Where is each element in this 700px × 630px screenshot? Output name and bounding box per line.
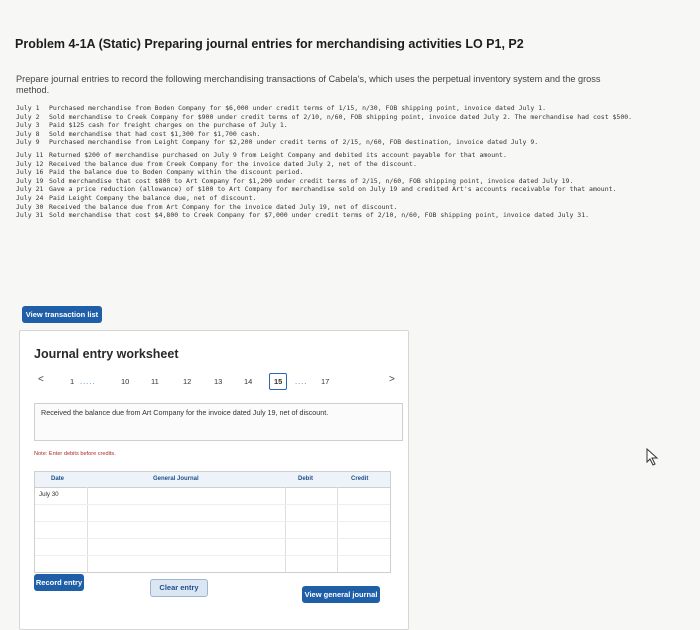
page-link[interactable]: 17 [321, 377, 330, 386]
transaction-text: Paid $125 cash for freight charges on the purchase of July 1. [49, 121, 288, 130]
transaction-list [16, 104, 656, 220]
col-debit-header: Debit [298, 476, 313, 482]
transaction-text: Sold merchandise that had cost $1,300 for $1,700 cash. [49, 129, 261, 138]
debits-credits-note: Note: Enter debits before credits. [34, 451, 116, 457]
transaction-text: Sold merchandise that cost $4,800 to Creek Company for $7,000 under credit terms of 2/10, n/60, FOB shipping point, invoice dated July 31. [49, 211, 590, 220]
transaction-item [16, 121, 656, 130]
col-date-header: Date [51, 476, 65, 482]
transaction-text: Purchased merchandise from Boden Company for $6,000 under credit terms of 1/15, n/30, FOB shipping point, invoice dated July 1. [49, 104, 546, 112]
col-general-journal-header: General Journal [153, 476, 199, 482]
transaction-date: July 30 [16, 202, 44, 211]
table-header [35, 472, 390, 488]
row-divider [35, 504, 390, 505]
row-divider [35, 555, 390, 556]
transaction-date: July 11 [16, 150, 44, 159]
clear-entry-button[interactable]: Clear entry [150, 579, 208, 597]
transaction-date: July 8 [16, 129, 40, 138]
instructions: Prepare journal entries to record the following merchandising transactions of Cabela's, which uses the perpetual inventory system and the gross method. [16, 74, 601, 95]
transaction-item [16, 160, 656, 169]
transaction-text: Received the balance due from Art Company for the invoice dated July 19, net of discount. [49, 202, 398, 211]
pager-ellipsis: .... [295, 377, 308, 386]
transaction-item [16, 138, 656, 147]
entry-date[interactable]: July 30 [39, 491, 59, 498]
transaction-item [16, 113, 656, 122]
view-general-journal-button[interactable]: View general journal [302, 586, 380, 603]
journal-entry-worksheet [19, 330, 409, 630]
current-page[interactable]: 15 [269, 373, 287, 390]
col-credit-header: Credit [351, 476, 369, 482]
transaction-date: July 3 [16, 121, 40, 130]
transaction-text: Paid Leight Company the balance due, net of discount. [49, 193, 257, 202]
transaction-description: Received the balance due from Art Company for the invoice dated July 19, net of discount. [34, 403, 403, 441]
transaction-date: July 16 [16, 168, 44, 177]
transaction-date: July 2 [16, 112, 40, 121]
debit-column[interactable] [285, 487, 338, 572]
page-link[interactable]: 11 [151, 377, 159, 386]
transaction-text: Sold merchandise that cost $800 to Art Company for $1,200 under credit terms of 2/15, n/60, FOB shipping point, invoice dated July 19. [49, 176, 574, 185]
page-link[interactable]: 12 [183, 377, 192, 386]
general-journal-column[interactable] [87, 487, 286, 572]
page-link[interactable]: 1 [70, 377, 75, 386]
transaction-item [16, 104, 656, 113]
transaction-item [16, 130, 656, 139]
page-link[interactable]: 13 [214, 377, 223, 386]
transaction-date: July 31 [16, 211, 44, 220]
transaction-item [16, 203, 656, 212]
mouse-pointer-icon [646, 448, 660, 471]
transaction-date: July 24 [16, 193, 44, 202]
transaction-item [16, 151, 656, 160]
page-link[interactable]: 10 [121, 377, 130, 386]
page-link[interactable]: 14 [244, 377, 253, 386]
pager-ellipsis: ..... [80, 377, 96, 386]
transaction-date: July 19 [16, 176, 44, 185]
journal-entry-table [34, 471, 391, 573]
transaction-text: Paid the balance due to Boden Company within the discount period. [49, 168, 304, 177]
worksheet-pager [34, 371, 399, 395]
transaction-date: July 12 [16, 159, 44, 168]
page-title: Problem 4-1A (Static) Preparing journal entries for merchandising activities LO P1, P2 [15, 37, 524, 51]
transaction-item [16, 185, 656, 194]
transaction-item [16, 177, 656, 186]
transaction-text: Sold merchandise to Creek Company for $900 under credit terms of 2/10, n/60, FOB shipping point, invoice dated July 2. The merchandise had cost $500. [49, 112, 633, 121]
worksheet-title: Journal entry worksheet [34, 347, 179, 361]
transaction-date: July 21 [16, 185, 44, 194]
transaction-date: July 9 [16, 138, 40, 147]
transaction-date: July 1 [16, 104, 40, 112]
transaction-item [16, 194, 656, 203]
transaction-item [16, 211, 656, 220]
transaction-text: Purchased merchandise from Leight Company for $2,200 under credit terms of 2/15, n/60, FOB destination, invoice dated July 9. [49, 138, 539, 147]
transaction-text: Gave a price reduction (allowance) of $100 to Art Company for merchandise sold on July 19 and credited Art's accounts receivable for that amount. [49, 185, 617, 194]
prev-page-icon[interactable]: < [38, 374, 44, 385]
next-page-icon[interactable]: > [389, 374, 395, 385]
view-transaction-list-button[interactable]: View transaction list [22, 306, 102, 323]
date-column[interactable] [35, 487, 88, 572]
row-divider [35, 538, 390, 539]
transaction-text: Received the balance due from Creek Company for the invoice dated July 2, net of the discount. [49, 159, 417, 168]
row-divider [35, 521, 390, 522]
record-entry-button[interactable]: Record entry [34, 574, 84, 591]
transaction-text: Returned $200 of merchandise purchased on July 9 from Leight Company and debited its account payable for that amount. [49, 150, 507, 159]
transaction-item [16, 168, 656, 177]
